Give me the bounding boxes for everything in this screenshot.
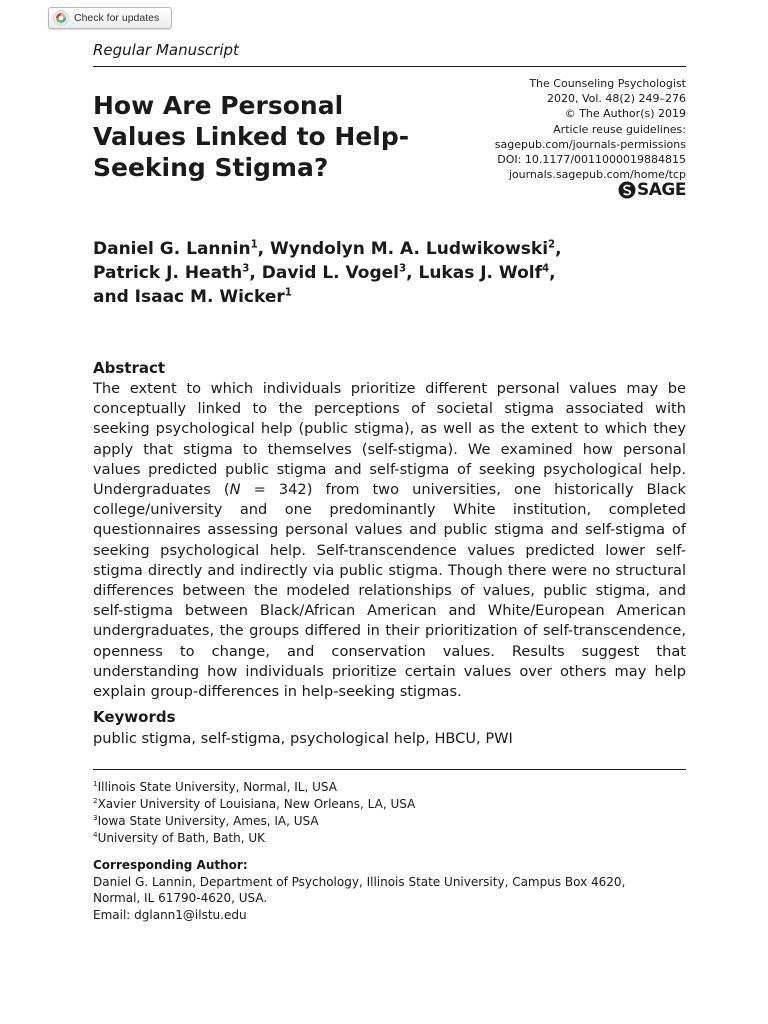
journal-info	[495, 76, 686, 182]
author	[270, 239, 562, 259]
copyright: © The Author(s) 2019	[564, 107, 686, 121]
author	[93, 239, 270, 259]
author	[93, 263, 262, 283]
author-separator: ,	[249, 263, 262, 283]
affiliation-text: Illinois State University, Normal, IL, USA	[97, 780, 337, 794]
corresponding-author-email[interactable]: Email: dglann1@ilstu.edu	[93, 907, 247, 922]
author-separator: ,	[257, 239, 271, 259]
sage-logo-icon	[618, 181, 636, 199]
affiliation	[93, 813, 415, 830]
abstract-text-part: = 342) from two universities, one historically Black college/university and one predominantly White institution, completed questionnaires assessing personal values and public stigma and self-stigma of seeking psychological help. Self-transcendence values predicted lower self-stigma directly and indirectly via public stigma. Though there were no structural differences between the modeled relationships of values, public stigma, and self-stigma between Black/African American and White/European American undergraduates, the groups differed in their prioritization of self-transcendence, openness to change, and conservation values. Results suggest that understanding how individuals prioritize certain values over others may help explain group-differences in help-seeking stigmas.	[93, 481, 686, 701]
journal-link[interactable]: journals.sagepub.com/home/tcp	[508, 168, 686, 182]
affiliation-list	[93, 779, 415, 847]
sage-logo-text: SAGE	[637, 180, 686, 200]
author-name: Daniel G. Lannin	[93, 239, 251, 259]
affiliation-mark: 1	[93, 779, 98, 788]
author-separator: ,	[549, 263, 556, 283]
footnote-rule	[93, 769, 686, 770]
crossmark-icon	[53, 10, 69, 26]
author-list	[93, 237, 693, 309]
affiliation-text: Iowa State University, Ames, IA, USA	[97, 814, 319, 828]
author-separator: ,	[555, 239, 562, 259]
affiliation-text: Xavier University of Louisiana, New Orleans, LA, USA	[97, 797, 416, 811]
author-affiliation-mark: 1	[250, 239, 258, 251]
affiliation	[93, 830, 415, 847]
reuse-label: Article reuse guidelines:	[553, 122, 686, 136]
affiliation	[93, 796, 415, 813]
author-separator: ,	[406, 263, 419, 283]
author	[262, 263, 419, 283]
check-for-updates-button[interactable]	[48, 7, 172, 29]
keywords-text: public stigma, self-stigma, psychological help, HBCU, PWI	[93, 730, 513, 747]
author-name: Lukas J. Wolf	[418, 263, 542, 283]
check-for-updates-label: Check for updates	[74, 12, 160, 24]
corresponding-author	[93, 857, 686, 923]
abstract-heading: Abstract	[93, 359, 166, 377]
author-affiliation-mark: 1	[284, 287, 292, 299]
affiliation-mark: 4	[93, 830, 98, 839]
author	[418, 263, 555, 283]
corresponding-author-address: Normal, IL 61790-4620, USA.	[93, 891, 268, 905]
article-type: Regular Manuscript	[93, 41, 239, 59]
title-line: How Are Personal	[93, 91, 344, 120]
corresponding-author-address: Daniel G. Lannin, Department of Psychology, Illinois State University, Campus Box 4620,	[93, 874, 626, 889]
journal-volume: 2020, Vol. 48(2) 249–276	[546, 92, 686, 106]
affiliation-mark: 2	[93, 796, 98, 805]
author-affiliation-mark: 3	[242, 263, 250, 275]
author-affiliation-mark: 4	[541, 263, 550, 275]
author	[93, 287, 292, 307]
title-line: Values Linked to Help-	[93, 122, 410, 151]
author-name: Wyndolyn M. A. Ludwikowski	[270, 239, 549, 259]
journal-name: The Counseling Psychologist	[529, 77, 686, 90]
header-rule	[93, 66, 686, 67]
author-name: David L. Vogel	[261, 263, 399, 283]
title-line: Seeking Stigma?	[93, 153, 329, 182]
affiliation-text: University of Bath, Bath, UK	[97, 831, 266, 845]
keywords-heading: Keywords	[93, 708, 176, 726]
corresponding-author-heading: Corresponding Author:	[93, 858, 248, 872]
abstract-text	[93, 379, 686, 702]
affiliation	[93, 779, 415, 796]
author-name: and Isaac M. Wicker	[93, 287, 285, 307]
abstract-text-part: The extent to which individuals prioritize different personal values may be conceptually linked to the perceptions of societal stigma associated with seeking psychological help (public stigma), as well as the extent to which they apply that stigma to themselves (self-stigma). We examined how personal values predicted public stigma and self-stigma of seeking psychological help. Undergraduates (	[93, 380, 686, 499]
author-affiliation-mark: 3	[399, 263, 407, 275]
article-title	[93, 90, 453, 183]
doi[interactable]: DOI: 10.1177/0011000019884815	[497, 153, 686, 167]
reuse-link[interactable]: sagepub.com/journals-permissions	[494, 137, 686, 151]
sage-logo	[618, 180, 686, 200]
author-name: Patrick J. Heath	[93, 263, 243, 283]
author-affiliation-mark: 2	[548, 239, 556, 251]
affiliation-mark: 3	[93, 813, 98, 822]
sample-size-symbol: N	[229, 481, 241, 499]
